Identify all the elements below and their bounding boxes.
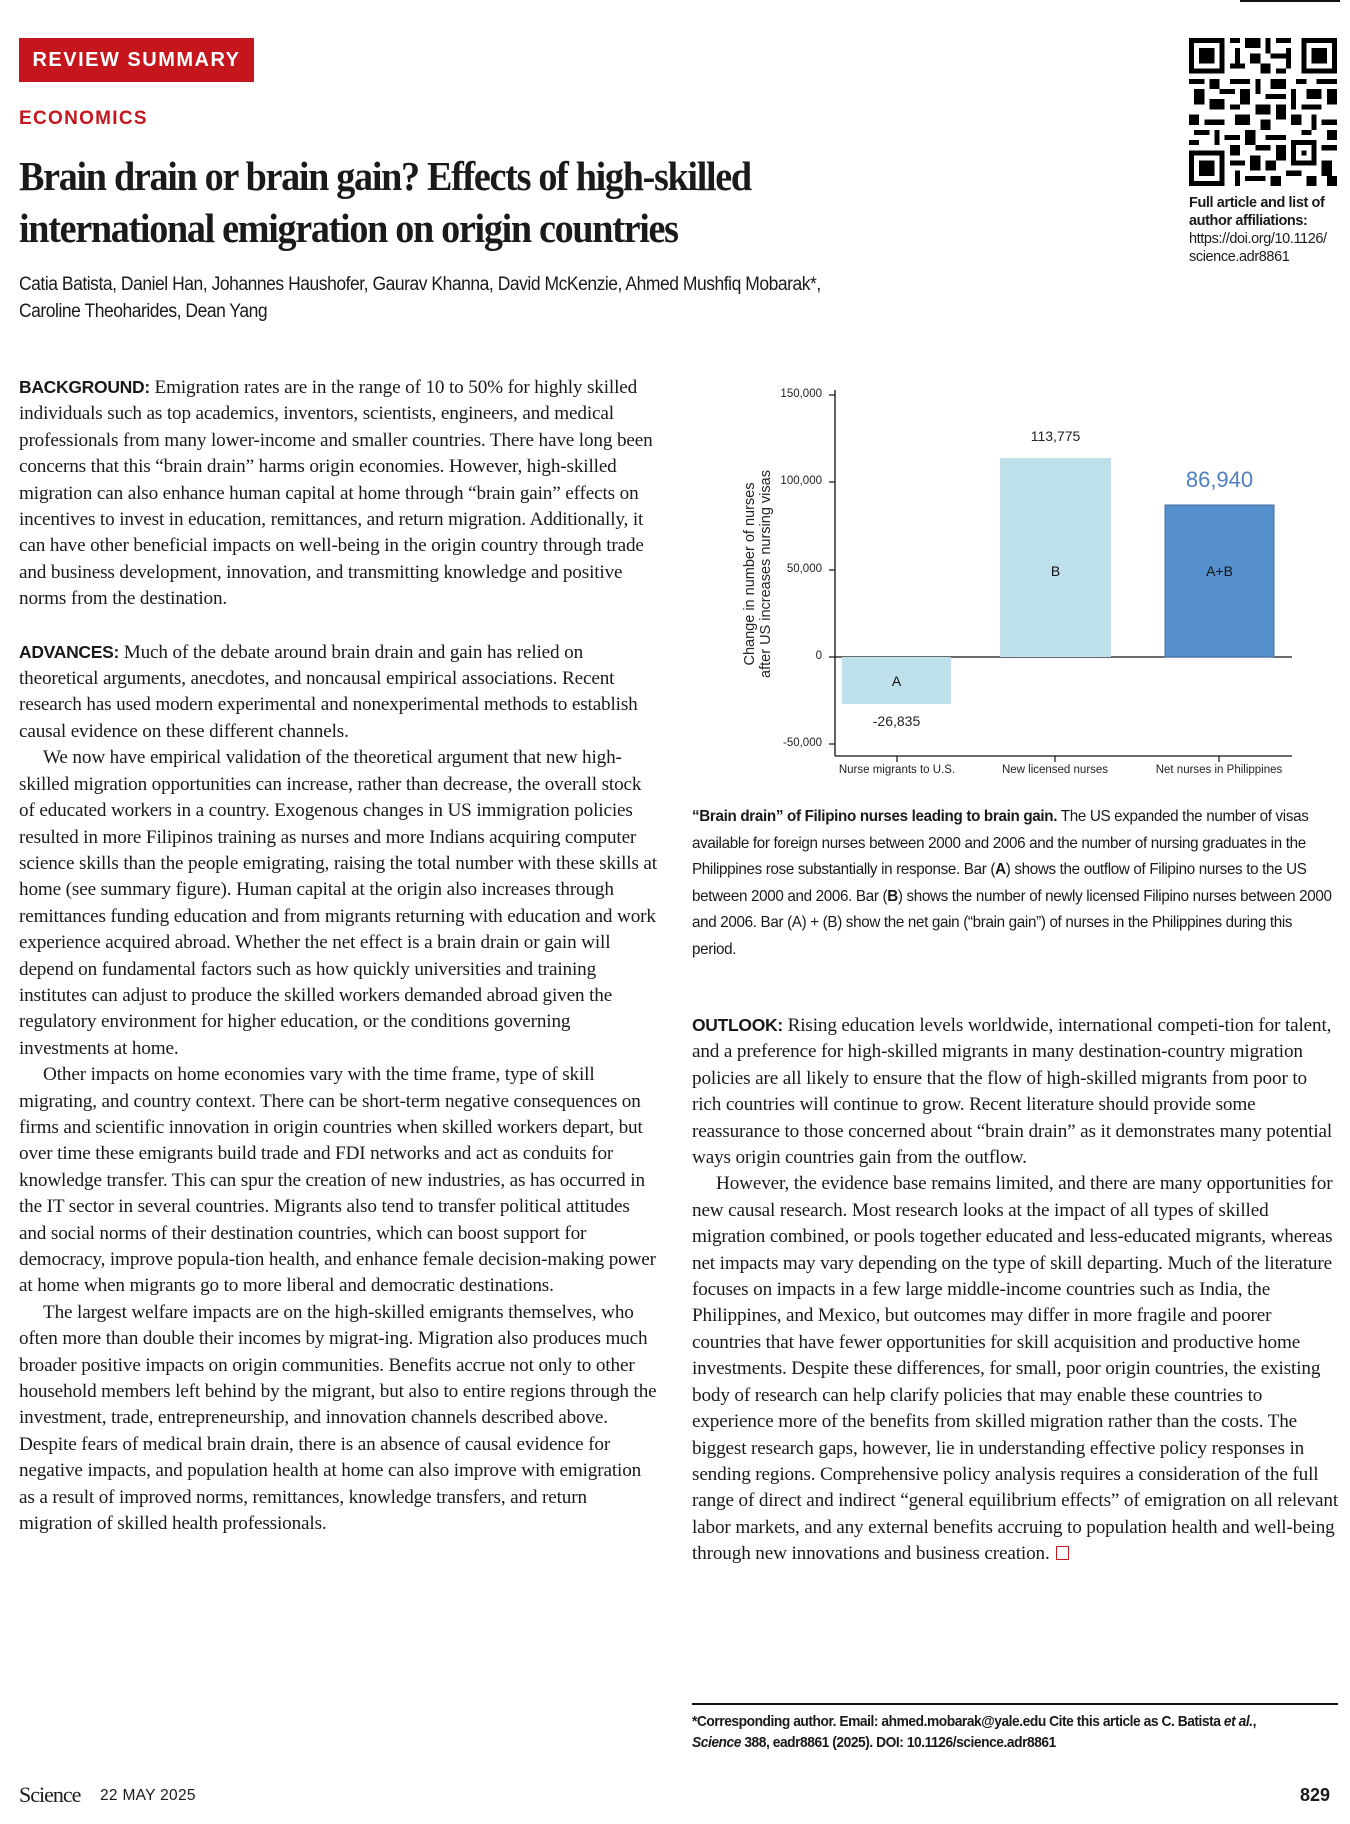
- advances-paragraph-1: ADVANCES: Much of the debate around brain drain and gain has relied on theoretical arguments, anecdotes, and noncausal empirical associations. Recent research has used modern experimental and nonexperimental methods to establish causal evidence on these different channels.: [19, 641, 638, 742]
- title-line-2: international emigration on origin countries: [19, 205, 678, 251]
- bar-letter-b: B: [1050, 563, 1061, 579]
- outlook-paragraph-2: However, the evidence base remains limited, and there are many opportunities for new causal research. Most research looks at the impact of all types of skilled migration combined, or pools together educated and less-educated migrants, whereas net impacts may vary depending on the type of skill departing. Much of the literature focuses on impacts in a few large middle-income countries such as India, the Philippines, and Mexico, but outcomes may differ in more fragile and poorer countries that have fewer opportunities for skill acquisition and productive home investments. Despite these differences, for small, poor origin countries, the existing body of research can help clarify policies that may enable these countries to experience more of the benefits from skilled migration rather than the costs. The biggest research gaps, however, lie in understanding effective policy responses in sending regions. Comprehensive policy analysis requires a consideration of the full range of direct and indirect “general equilibrium effects” of emigration on all relevant labor markets, and any external benefits accruing to population health and well-being through new innovations and business creation.: [692, 1173, 1338, 1565]
- value-label-a-plus-b: 86,940: [1185, 467, 1254, 492]
- end-of-article-icon: [1056, 1546, 1069, 1560]
- bar-letter-a: A: [891, 673, 902, 689]
- value-label-b: 113,775: [1030, 428, 1081, 444]
- journal-name: Science: [19, 1782, 81, 1807]
- advances-paragraph-4: The largest welfare impacts are on the high-skilled emigrants themselves, who often more than double their incomes by migrat-ing. Migration also produces much broader positive impacts on origin communities. Benefits accrue not only to other household members left behind by the migrant, but also to entire regions through the investment, trade, entrepreneurship, and innovation channels described above. Despite fears of medical brain drain, there is an absence of causal evidence for negative impacts, and population health at home can also improve with emigration as a result of improved norms, remittances, knowledge transfers, and return migration of skilled health professionals.: [19, 1301, 657, 1535]
- title-line-1: Brain drain or brain gain? Effects of high-skilled: [19, 153, 751, 199]
- advances-paragraph-3: Other impacts on home economies vary with the time frame, type of skill migrating, and country context. There can be short-term negative consequences on firms and scientific innovation in origin countries when skilled workers depart, but over time these emigrants build trade and FDI networks and act as conduits for knowledge transfer. This can spur the creation of new industries, as has occurred in the IT sector in several countries. Migrants also tend to transfer political attitudes and social norms of their destination countries, which can boost support for democracy, improve popula-tion health, and enhance female decision-making power at home when migrants go to more liberal and democratic destinations.: [19, 1064, 656, 1297]
- review-summary-badge: REVIEW SUMMARY: [19, 38, 254, 82]
- qr-caption-line-2: author affiliations:: [1189, 213, 1308, 229]
- authors-line-1: Catia Batista, Daniel Han, Johannes Haushofer, Gaurav Khanna, David McKenzie, Ahmed Mushfiq Mobarak*,: [19, 274, 821, 295]
- ytick-0: 0: [815, 650, 822, 662]
- advances-label: ADVANCES:: [19, 641, 120, 662]
- background-paragraph: BACKGROUND: Emigration rates are in the range of 10 to 50% for highly skilled individuals such as top academics, inventors, scientists, engineers, and medical professionals from many lower-income and smaller countries. There have long been concerns that this “brain drain” harms origin economies. However, high-skilled migration can also enhance human capital at home through “brain gain” effects on incentives to invest in education, remittances, and return migration. Additionally, it can have other beneficial impacts on well-being in the origin country through trade and business development, innovation, and transmitting knowledge and positive norms from the destination.: [19, 377, 653, 610]
- author-list: [19, 271, 939, 325]
- page-number: 829: [1300, 1785, 1331, 1805]
- background-label: BACKGROUND:: [19, 377, 150, 397]
- value-label-a: -26,835: [872, 713, 921, 729]
- bar-a-plus-b: [1165, 505, 1274, 657]
- qr-caption-line-1: Full article and list of: [1189, 195, 1325, 211]
- y-axis-label: Change in number of nurses after US increases nursing visas: [742, 470, 774, 678]
- ytick-50000: 50,000: [786, 563, 822, 575]
- bar-letter-a-plus-b: A+B: [1206, 563, 1233, 579]
- summary-bar-chart: [720, 380, 1350, 780]
- section-label: ECONOMICS: [19, 108, 148, 129]
- caption-title: “Brain drain” of Filipino nurses leading to brain gain.: [692, 808, 1058, 825]
- category-label-a: Nurse migrants to U.S.: [838, 764, 956, 776]
- issue-date: 22 MAY 2025: [100, 1787, 196, 1804]
- footnote-rule: [692, 1703, 1338, 1705]
- advances-paragraph-2: We now have empirical validation of the theoretical argument that new high-skilled migration opportunities can increase, rather than decrease, the overall stock of educated workers in a country. Exogenous changes in US immigration policies resulted in more Filipinos training as nurses and more Indians acquiring computer science skills than the people emigrating, raising the total number with these skills at home (see summary figure). Human capital at the origin also increases through remittances funding education and from migrants returning with education and work experience acquired abroad. Whether the net effect is a brain drain or gain will depend on fundamental factors such as how quickly universities and training institutes can adjust to produce the skilled workers demanded abroad given the regulatory environment for higher education, or the conditions governing investments at home.: [19, 747, 657, 1059]
- bar-b: [1000, 458, 1111, 657]
- qr-code-icon[interactable]: [1189, 38, 1337, 186]
- ytick-100000: 100,000: [780, 475, 822, 487]
- top-rule: [1240, 0, 1340, 2]
- category-label-b: New licensed nurses: [1001, 764, 1109, 776]
- figure-caption: “Brain drain” of Filipino nurses leading to brain gain. The US expanded the number of visas available for foreign nurses between 2000 and 2006 and the number of nursing graduates in the Philippines rose substantially in response. Bar (A) shows the outflow of Filipino nurses to the US between 2000 and 2006. Bar (B) shows the number of newly licensed Filipino nurses between 2000 and 2006. Bar (A) + (B) show the net gain (“brain gain”) of nurses in the Philippines during this period.: [692, 808, 1332, 958]
- outlook-paragraph-1: OUTLOOK: Rising education levels worldwide, international competi-tion for talent, and a preference for high-skilled migrants in many destination-country migration policies are all likely to ensure that the flow of high-skilled migrants from poor to rich countries will continue to grow. Recent literature should provide some reassurance to those concerned about “brain drain” as it demonstrates many potential ways origin countries gain from the outflow.: [692, 1015, 1333, 1169]
- ytick-150000: 150,000: [780, 388, 822, 400]
- right-column: [692, 1012, 1338, 1568]
- outlook-label: OUTLOOK:: [692, 1015, 783, 1035]
- qr-caption: [1189, 194, 1349, 266]
- left-column: [19, 374, 661, 1537]
- authors-line-2: Caroline Theoharides, Dean Yang: [19, 301, 268, 322]
- corresponding-author-footnote: *Corresponding author. Email: ahmed.mobarak@yale.edu Cite this article as C. Batista et al., Science 388, eadr8861 (2025). DOI: 10.1126/science.adr8861: [692, 1713, 1256, 1751]
- article-title: [19, 150, 856, 254]
- doi-link[interactable]: https://doi.org/10.1126/ science.adr8861: [1189, 231, 1327, 265]
- category-label-a-plus-b: Net nurses in Philippines: [1155, 764, 1283, 776]
- ytick-neg-50000: -50,000: [782, 737, 822, 749]
